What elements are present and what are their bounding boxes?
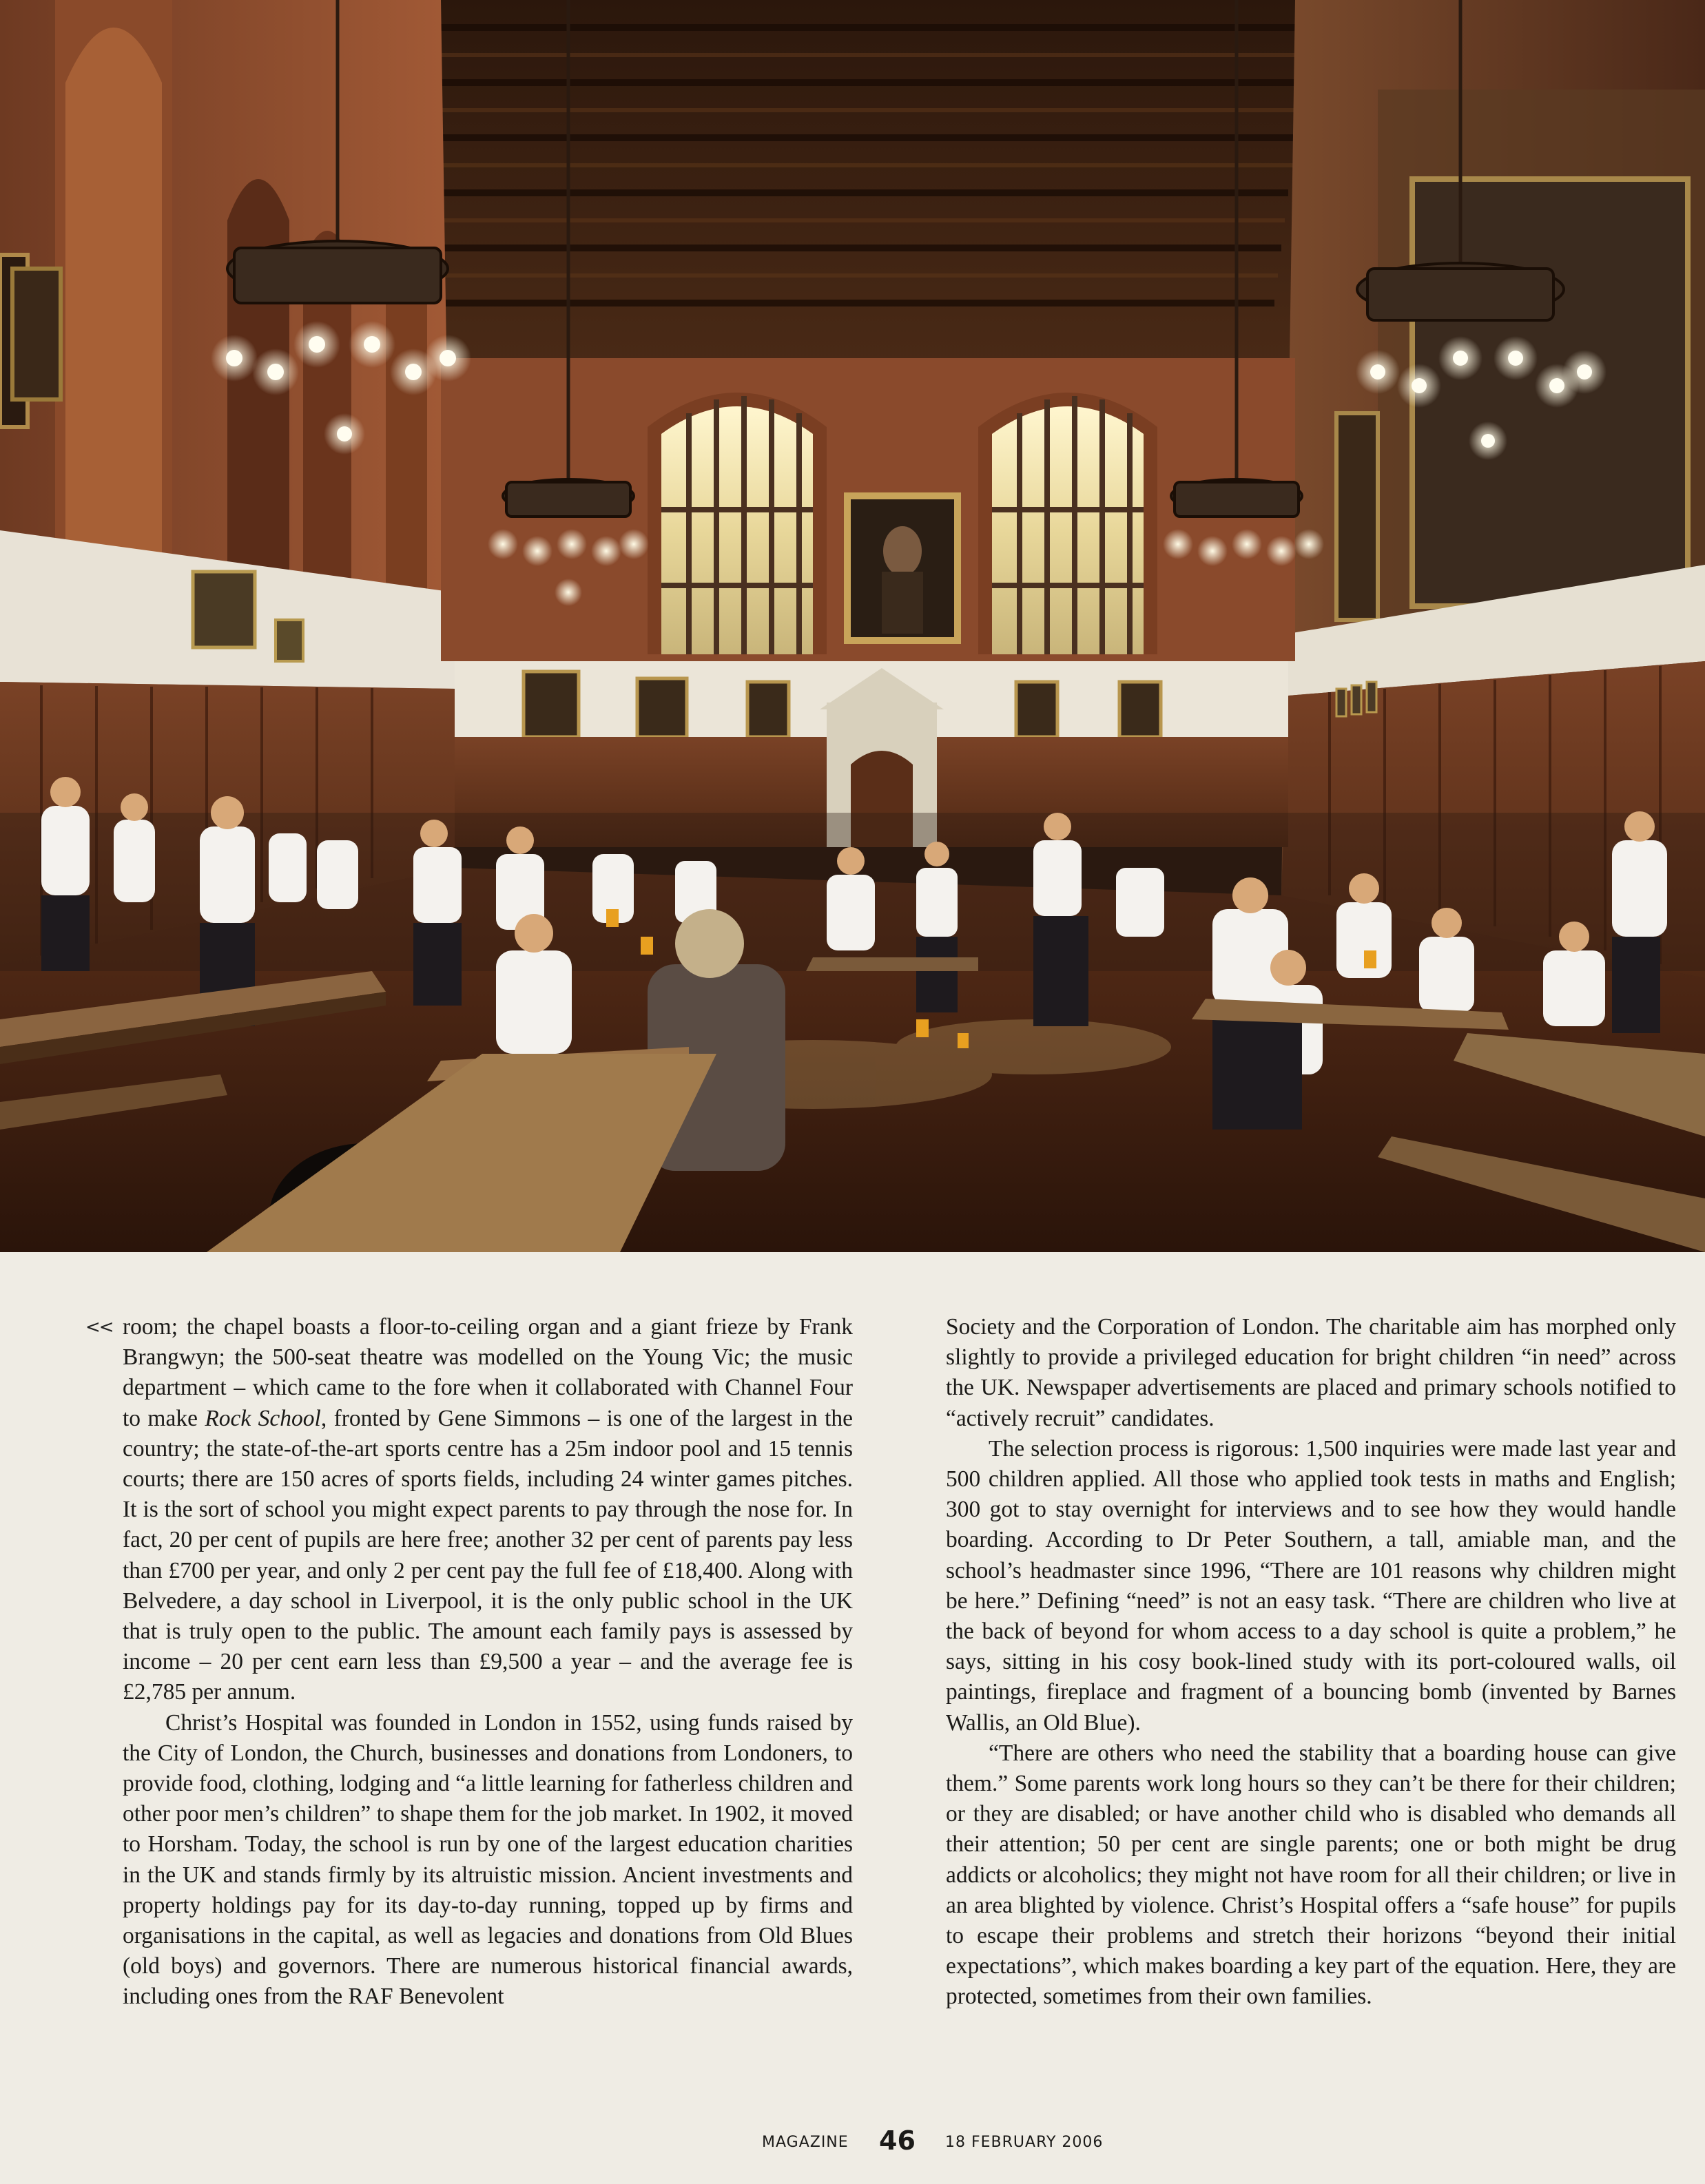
paragraph-right-2: The selection process is rigorous: 1,500 inquiries were made last year and 500 children applied. All those who applied took tests in maths and English; 300 got to stay overnight for interviews and to see how they would handle boarding. According to Dr Peter Southern, a tall, amiable man, and the school’s headmaster since 1996, “There are 101 reasons why children might be here.” Defining “need” is not an easy task. “There are children who live at the back of beyond for whom access to a day school is quite a problem,” he says, sitting in his cosy book-lined study with its port-coloured walls, oil paintings, fireplace and fragment of a bouncing bomb (invented by Barnes Wallis, an Old Blue). xyxy=(946,1435,1676,1736)
paragraph-left-2: Christ’s Hospital was founded in London in 1552, using funds raised by the City of London, the Church, businesses and donations from Londoners, to provide food, clothing, lodging and “a little learning for fatherless children and other poor men’s children” to shape them for the job market. In 1902, it moved to Horsham. Today, the school is run by one of the largest education charities in the UK and stands firmly by its altruistic mission. Ancient investments and property holdings pay for its day-to-day running, topped up by firms and organisations in the capital, as well as legacies and donations from Old Blues (old boys) and governors. There are numerous historical financial awards, including ones from the RAF Benevolent xyxy=(123,1709,853,2010)
continuation-marker: << xyxy=(85,1317,113,1338)
article-column-right xyxy=(946,1312,1676,2013)
paragraph-right-1: Society and the Corporation of London. The charitable aim has morphed only slightly to provide a privileged education for bright children “in need” across the UK. Newspaper advertisements are placed and primary schools notified to “actively recruit” candidates. xyxy=(946,1314,1676,1431)
page-folio xyxy=(0,2127,1705,2161)
article-column-left xyxy=(123,1312,853,2013)
paragraph-right-3: “There are others who need the stability that a boarding house can give them.” Some parents work long hours so they can’t be there for their children; or they are disabled; or have another child who is disabled who demands all their attention; 50 per cent are single parents; one or both might be drug addicts or alcoholics; they might not have room for all their children; or live in an area blighted by violence. Christ’s Hospital offers a “safe house” for pupils to escape their problems and stretch their horizons “beyond their initial expectations”, which makes boarding a key part of the equation. Here, they are protected, sometimes from their own families. xyxy=(946,1740,1676,2010)
show-title: Rock School xyxy=(205,1405,321,1431)
issue-date: 18 FEBRUARY 2006 xyxy=(945,2134,1104,2151)
page-number: 46 xyxy=(879,2125,916,2156)
article-body xyxy=(0,1312,1705,2097)
publication-name: MAGAZINE xyxy=(762,2134,849,2151)
paragraph-left-1: room; the chapel boasts a floor-to-ceiling organ and a giant frieze by Frank Brangwyn; the 500-seat theatre was modelled on the Young Vic; the music department – which came to the fore when it collaborated with Channel Four to make Rock School, fronted by Gene Simmons – is one of the largest in the country; the state-of-the-art sports centre has a 25m indoor pool and 15 tennis courts; there are 150 acres of sports fields, including 24 winter games pitches. It is the sort of school you might expect parents to pay through the nose for. In fact, 20 per cent of pupils are here free; another 32 per cent of parents pay less than £700 per year, and only 2 per cent pay the full fee of £18,400. Along with Belvedere, a day school in Liverpool, it is the only public school in the UK that is truly open to the public. The amount each family pays is assessed by income – 20 per cent earn less than £9,500 a year – and the average fee is £2,785 per annum. xyxy=(123,1314,853,1705)
